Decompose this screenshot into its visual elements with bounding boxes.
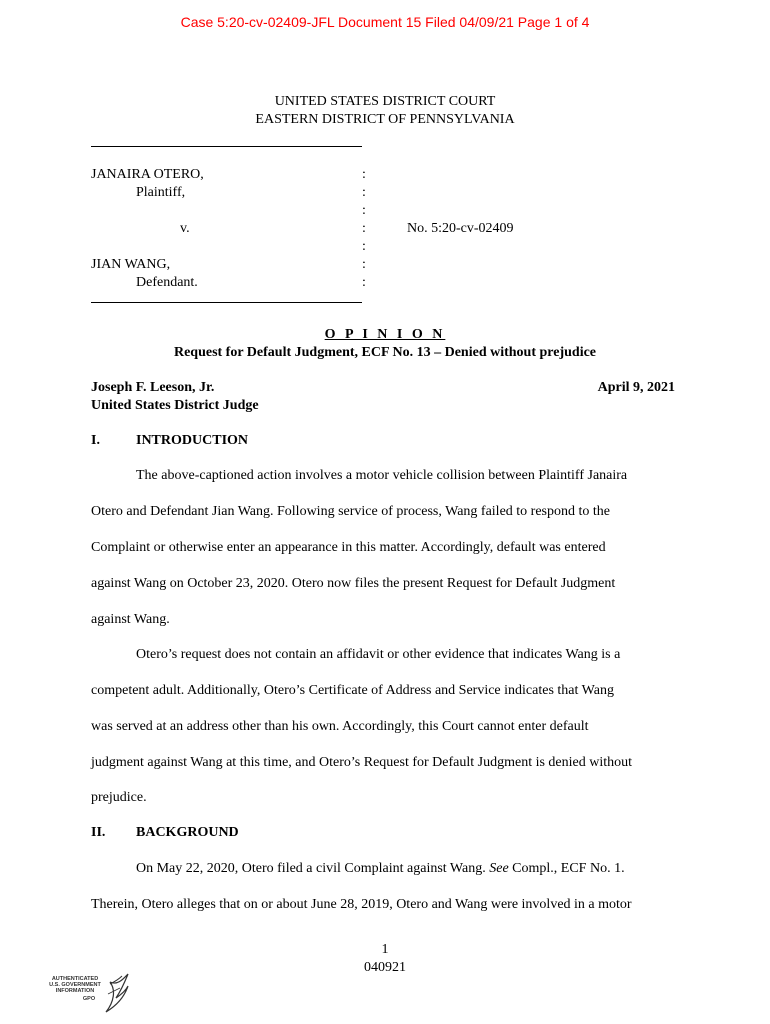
citation-signal: See [489, 861, 509, 876]
body-line: against Wang. [91, 612, 170, 627]
opinion-title: O P I N I O N [324, 327, 446, 342]
caption-colon: : [362, 185, 366, 200]
body-line: competent adult. Additionally, Otero’s Certificate of Address and Service indicates that Wang [91, 683, 614, 698]
gpo-authentication-logo [44, 972, 130, 1016]
court-name: UNITED STATES DISTRICT COURT [274, 94, 496, 109]
versus: v. [180, 221, 190, 236]
body-line: Otero and Defendant Jian Wang. Following service of process, Wang failed to respond to the [91, 504, 610, 519]
section-number: II. [91, 825, 106, 840]
body-line: prejudice. [91, 790, 147, 805]
logo-text: GPO [82, 996, 96, 1002]
opinion-subtitle: Request for Default Judgment, ECF No. 13 – Denied without prejudice [173, 345, 597, 360]
eagle-icon [44, 972, 130, 1016]
caption-colon: : [362, 257, 366, 272]
logo-text: U.S. GOVERNMENT [49, 982, 101, 988]
section-heading: INTRODUCTION [136, 433, 249, 448]
logo-text: INFORMATION [55, 988, 95, 994]
case-header-stamp: Case 5:20-cv-02409-JFL Document 15 Filed 04/09/21 Page 1 of 4 [180, 14, 590, 30]
opinion-title-wrap [0, 327, 770, 343]
body-line: was served at an address other than his own. Accordingly, this Court cannot enter default [91, 719, 589, 734]
plaintiff-role: Plaintiff, [136, 185, 186, 200]
defendant-name: JIAN WANG, [91, 257, 171, 272]
plaintiff-name: JANAIRA OTERO, [91, 167, 204, 182]
caption-colon: : [362, 167, 366, 182]
body-line [136, 861, 625, 877]
section-number: I. [91, 433, 100, 448]
body-line: Therein, Otero alleges that on or about June 28, 2019, Otero and Wang were involved in a motor [91, 897, 632, 912]
judge-name: Joseph F. Leeson, Jr. [91, 380, 215, 395]
body-line: against Wang on October 23, 2020. Otero now files the present Request for Default Judgment [91, 576, 616, 591]
body-line: Complaint or otherwise enter an appearance in this matter. Accordingly, default was entered [91, 540, 606, 555]
body-line: The above-captioned action involves a motor vehicle collision between Plaintiff Janaira [136, 468, 628, 483]
document-code: 040921 [364, 960, 406, 975]
caption-bottom-rule [91, 302, 362, 303]
section-heading: BACKGROUND [136, 825, 239, 840]
body-text: On May 22, 2020, Otero filed a civil Complaint against Wang. [136, 861, 490, 876]
page-number: 1 [381, 942, 389, 957]
caption-colon: : [362, 275, 366, 290]
defendant-role: Defendant. [136, 275, 198, 290]
judge-title: United States District Judge [91, 398, 259, 413]
caption-top-rule [91, 146, 362, 147]
body-line: judgment against Wang at this time, and Otero’s Request for Default Judgment is denied without [91, 755, 633, 770]
logo-text: AUTHENTICATED [51, 976, 99, 982]
caption-colon: : [362, 221, 366, 236]
opinion-date: April 9, 2021 [597, 380, 675, 395]
caption-colon: : [362, 203, 366, 218]
body-line: Otero’s request does not contain an affidavit or other evidence that indicates Wang is a [136, 647, 621, 662]
case-number: No. 5:20-cv-02409 [407, 221, 514, 236]
court-district: EASTERN DISTRICT OF PENNSYLVANIA [255, 112, 515, 127]
body-text: Compl., ECF No. 1. [508, 861, 625, 876]
caption-colon: : [362, 239, 366, 254]
